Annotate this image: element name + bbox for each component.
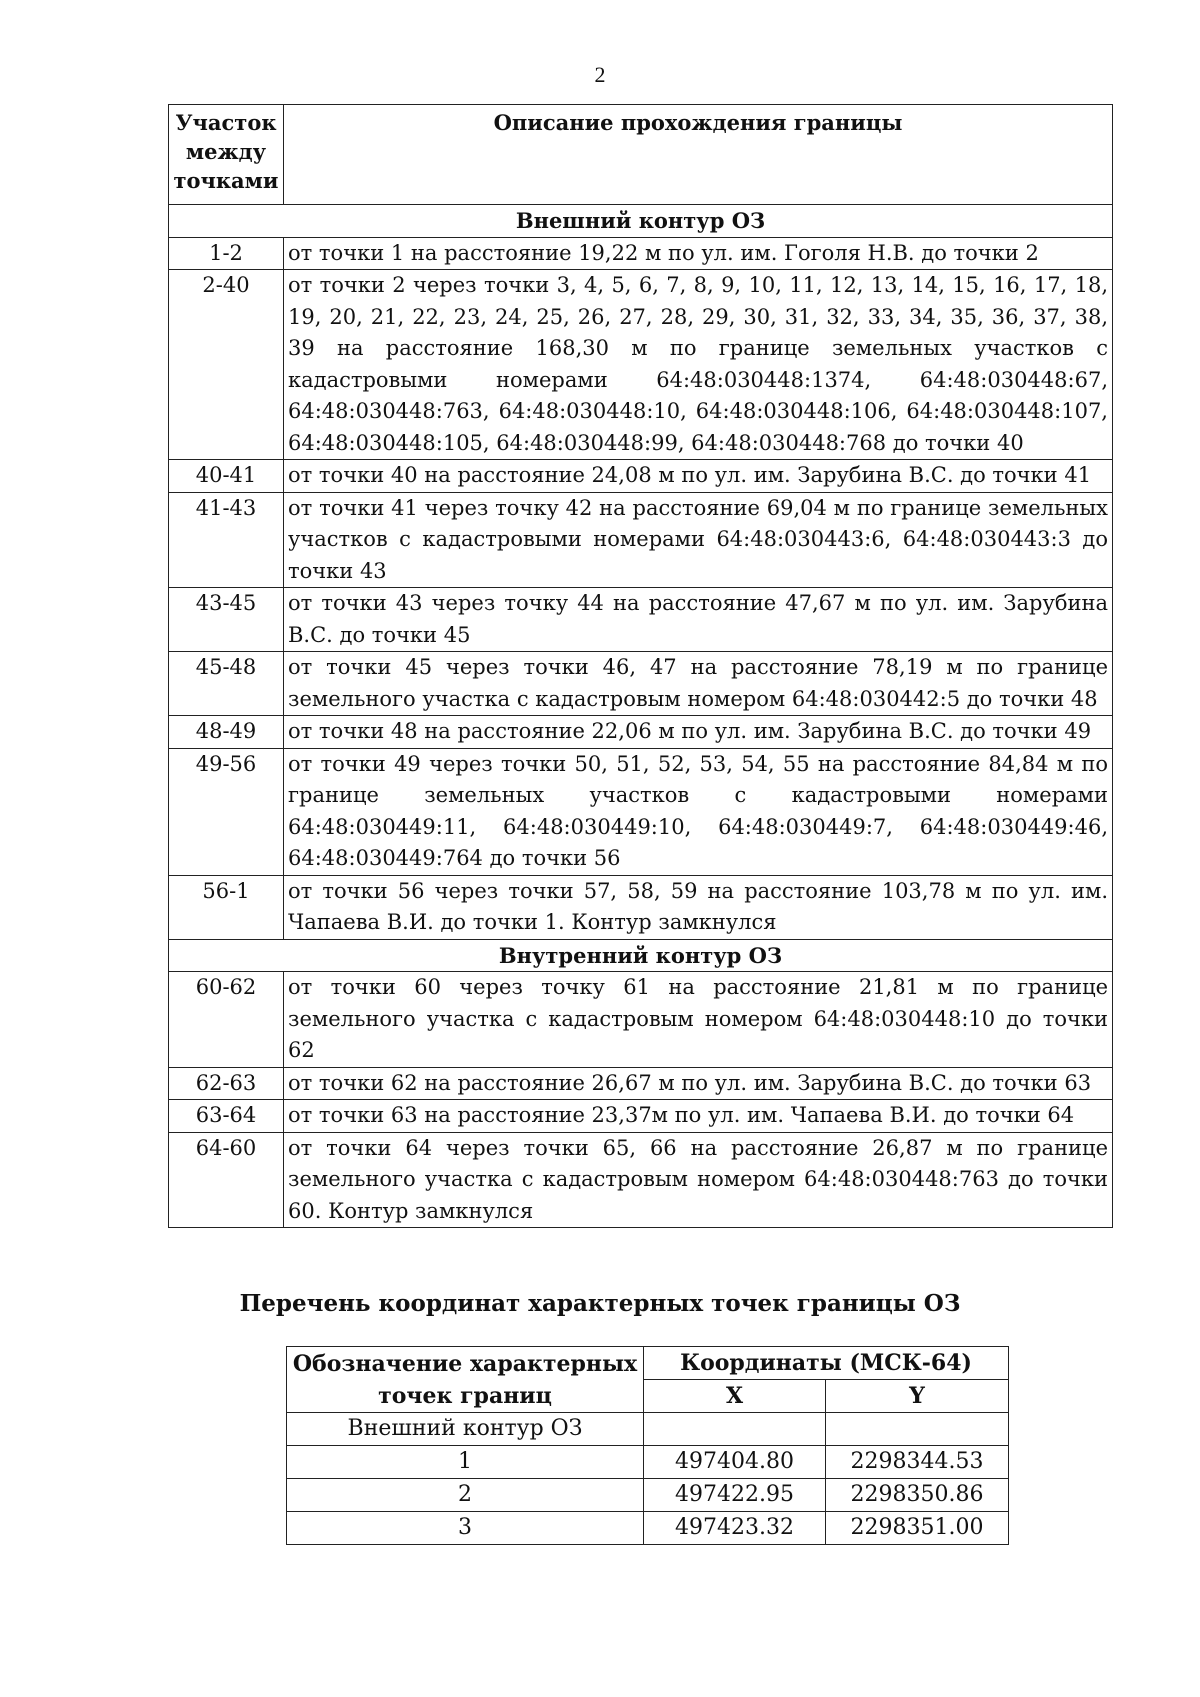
segment-column-header: Участок между точками: [169, 105, 284, 205]
description-cell: от точки 48 на расстояние 22,06 м по ул. им. Зарубина В.С. до точки 49: [284, 716, 1113, 749]
coordinate-row: [287, 1479, 1009, 1512]
y-coordinate-cell: 2298350.86: [826, 1479, 1009, 1512]
boundary-row: [169, 1067, 1113, 1100]
segment-cell: 2-40: [169, 270, 284, 460]
segment-cell: 43-45: [169, 588, 284, 652]
page-number: 2: [594, 62, 606, 87]
y-coordinate-cell: 2298344.53: [826, 1446, 1009, 1479]
coordinate-row: [287, 1512, 1009, 1545]
coordinates-table-body: [287, 1413, 1009, 1545]
description-cell: от точки 43 через точку 44 на расстояние 47,67 м по ул. им. Зарубина В.С. до точки 45: [284, 588, 1113, 652]
coordinates-header-row: [287, 1347, 1009, 1380]
x-coordinate-cell: 497423.32: [644, 1512, 826, 1545]
description-cell: от точки 64 через точки 65, 66 на расстояние 26,87 м по границе земельного участка с кадастровым номером 64:48:030448:763 до точки 60. Контур замкнулся: [284, 1132, 1113, 1228]
description-cell: от точки 63 на расстояние 23,37м по ул. им. Чапаева В.И. до точки 64: [284, 1100, 1113, 1133]
point-number-cell: 1: [287, 1446, 644, 1479]
description-column-header: Описание прохождения границы: [284, 105, 1113, 205]
boundary-table-header: [169, 105, 1113, 205]
segment-cell: 45-48: [169, 652, 284, 716]
x-coordinate-cell: 497404.80: [644, 1446, 826, 1479]
description-cell: от точки 56 через точки 57, 58, 59 на расстояние 103,78 м по ул. им. Чапаева В.И. до точки 1. Контур замкнулся: [284, 875, 1113, 939]
description-cell: от точки 60 через точку 61 на расстояние 21,81 м по границе земельного участка с кадастровым номером 64:48:030448:10 до точки 62: [284, 972, 1113, 1068]
coordinates-section-label: Внешний контур ОЗ: [287, 1413, 644, 1446]
segment-cell: 56-1: [169, 875, 284, 939]
contour-section-title: Внутренний контур ОЗ: [169, 939, 1113, 972]
segment-cell: 40-41: [169, 460, 284, 493]
segment-cell: 1-2: [169, 237, 284, 270]
point-number-cell: 2: [287, 1479, 644, 1512]
boundary-row: [169, 588, 1113, 652]
boundary-row: [169, 652, 1113, 716]
segment-cell: 63-64: [169, 1100, 284, 1133]
coordinate-row: [287, 1446, 1009, 1479]
contour-section-row: [169, 205, 1113, 238]
segment-cell: 60-62: [169, 972, 284, 1068]
boundary-row: [169, 460, 1113, 493]
y-coordinate-cell: 2298351.00: [826, 1512, 1009, 1545]
boundary-row: [169, 1132, 1113, 1228]
y-header: Y: [826, 1380, 1009, 1413]
segment-cell: 49-56: [169, 748, 284, 875]
x-coordinate-cell: 497422.95: [644, 1479, 826, 1512]
description-cell: от точки 49 через точки 50, 51, 52, 53, 54, 55 на расстояние 84,84 м по границе земельных участков с кадастровыми номерами 64:48:030449:11, 64:48:030449:10, 64:48:030449:7, 64:48:030449:46, 64:48:030449:764 до точки 56: [284, 748, 1113, 875]
boundary-row: [169, 716, 1113, 749]
boundary-row: [169, 972, 1113, 1068]
empty-cell: [644, 1413, 826, 1446]
segment-cell: 64-60: [169, 1132, 284, 1228]
segment-cell: 48-49: [169, 716, 284, 749]
coordinates-title: Перечень координат характерных точек границы ОЗ: [239, 1290, 961, 1317]
coordinates-table: [286, 1346, 1009, 1545]
point-designation-header: Обозначение характерных точек границ: [287, 1347, 644, 1413]
boundary-row: [169, 237, 1113, 270]
description-cell: от точки 2 через точки 3, 4, 5, 6, 7, 8, 9, 10, 11, 12, 13, 14, 15, 16, 17, 18, 19, 20, 21, 22, 23, 24, 25, 26, 27, 28, 29, 30, 31, 32, 33, 34, 35, 36, 37, 38, 39 на расстояние 168,30 м по границе земельных участков с кадастровыми номерами 64:48:030448:1374, 64:48:030448:67, 64:48:030448:763, 64:48:030448:10, 64:48:030448:106, 64:48:030448:107, 64:48:030448:105, 64:48:030448:99, 64:48:030448:768 до точки 40: [284, 270, 1113, 460]
segment-cell: 41-43: [169, 492, 284, 588]
coordinates-section-row: [287, 1413, 1009, 1446]
boundary-row: [169, 1100, 1113, 1133]
boundary-table-body: [169, 205, 1113, 1228]
boundary-row: [169, 748, 1113, 875]
description-cell: от точки 40 на расстояние 24,08 м по ул. им. Зарубина В.С. до точки 41: [284, 460, 1113, 493]
boundary-description-table: [168, 104, 1113, 1228]
point-number-cell: 3: [287, 1512, 644, 1545]
x-header: X: [644, 1380, 826, 1413]
empty-cell: [826, 1413, 1009, 1446]
description-cell: от точки 41 через точку 42 на расстояние 69,04 м по границе земельных участков с кадастровыми номерами 64:48:030443:6, 64:48:030443:3 до точки 43: [284, 492, 1113, 588]
boundary-row: [169, 270, 1113, 460]
contour-section-row: [169, 939, 1113, 972]
description-cell: от точки 45 через точки 46, 47 на расстояние 78,19 м по границе земельного участка с кадастровым номером 64:48:030442:5 до точки 48: [284, 652, 1113, 716]
coordinates-system-header: Координаты (МСК-64): [644, 1347, 1009, 1380]
boundary-row: [169, 875, 1113, 939]
segment-cell: 62-63: [169, 1067, 284, 1100]
description-cell: от точки 62 на расстояние 26,67 м по ул. им. Зарубина В.С. до точки 63: [284, 1067, 1113, 1100]
contour-section-title: Внешний контур ОЗ: [169, 205, 1113, 238]
description-cell: от точки 1 на расстояние 19,22 м по ул. им. Гоголя Н.В. до точки 2: [284, 237, 1113, 270]
boundary-row: [169, 492, 1113, 588]
